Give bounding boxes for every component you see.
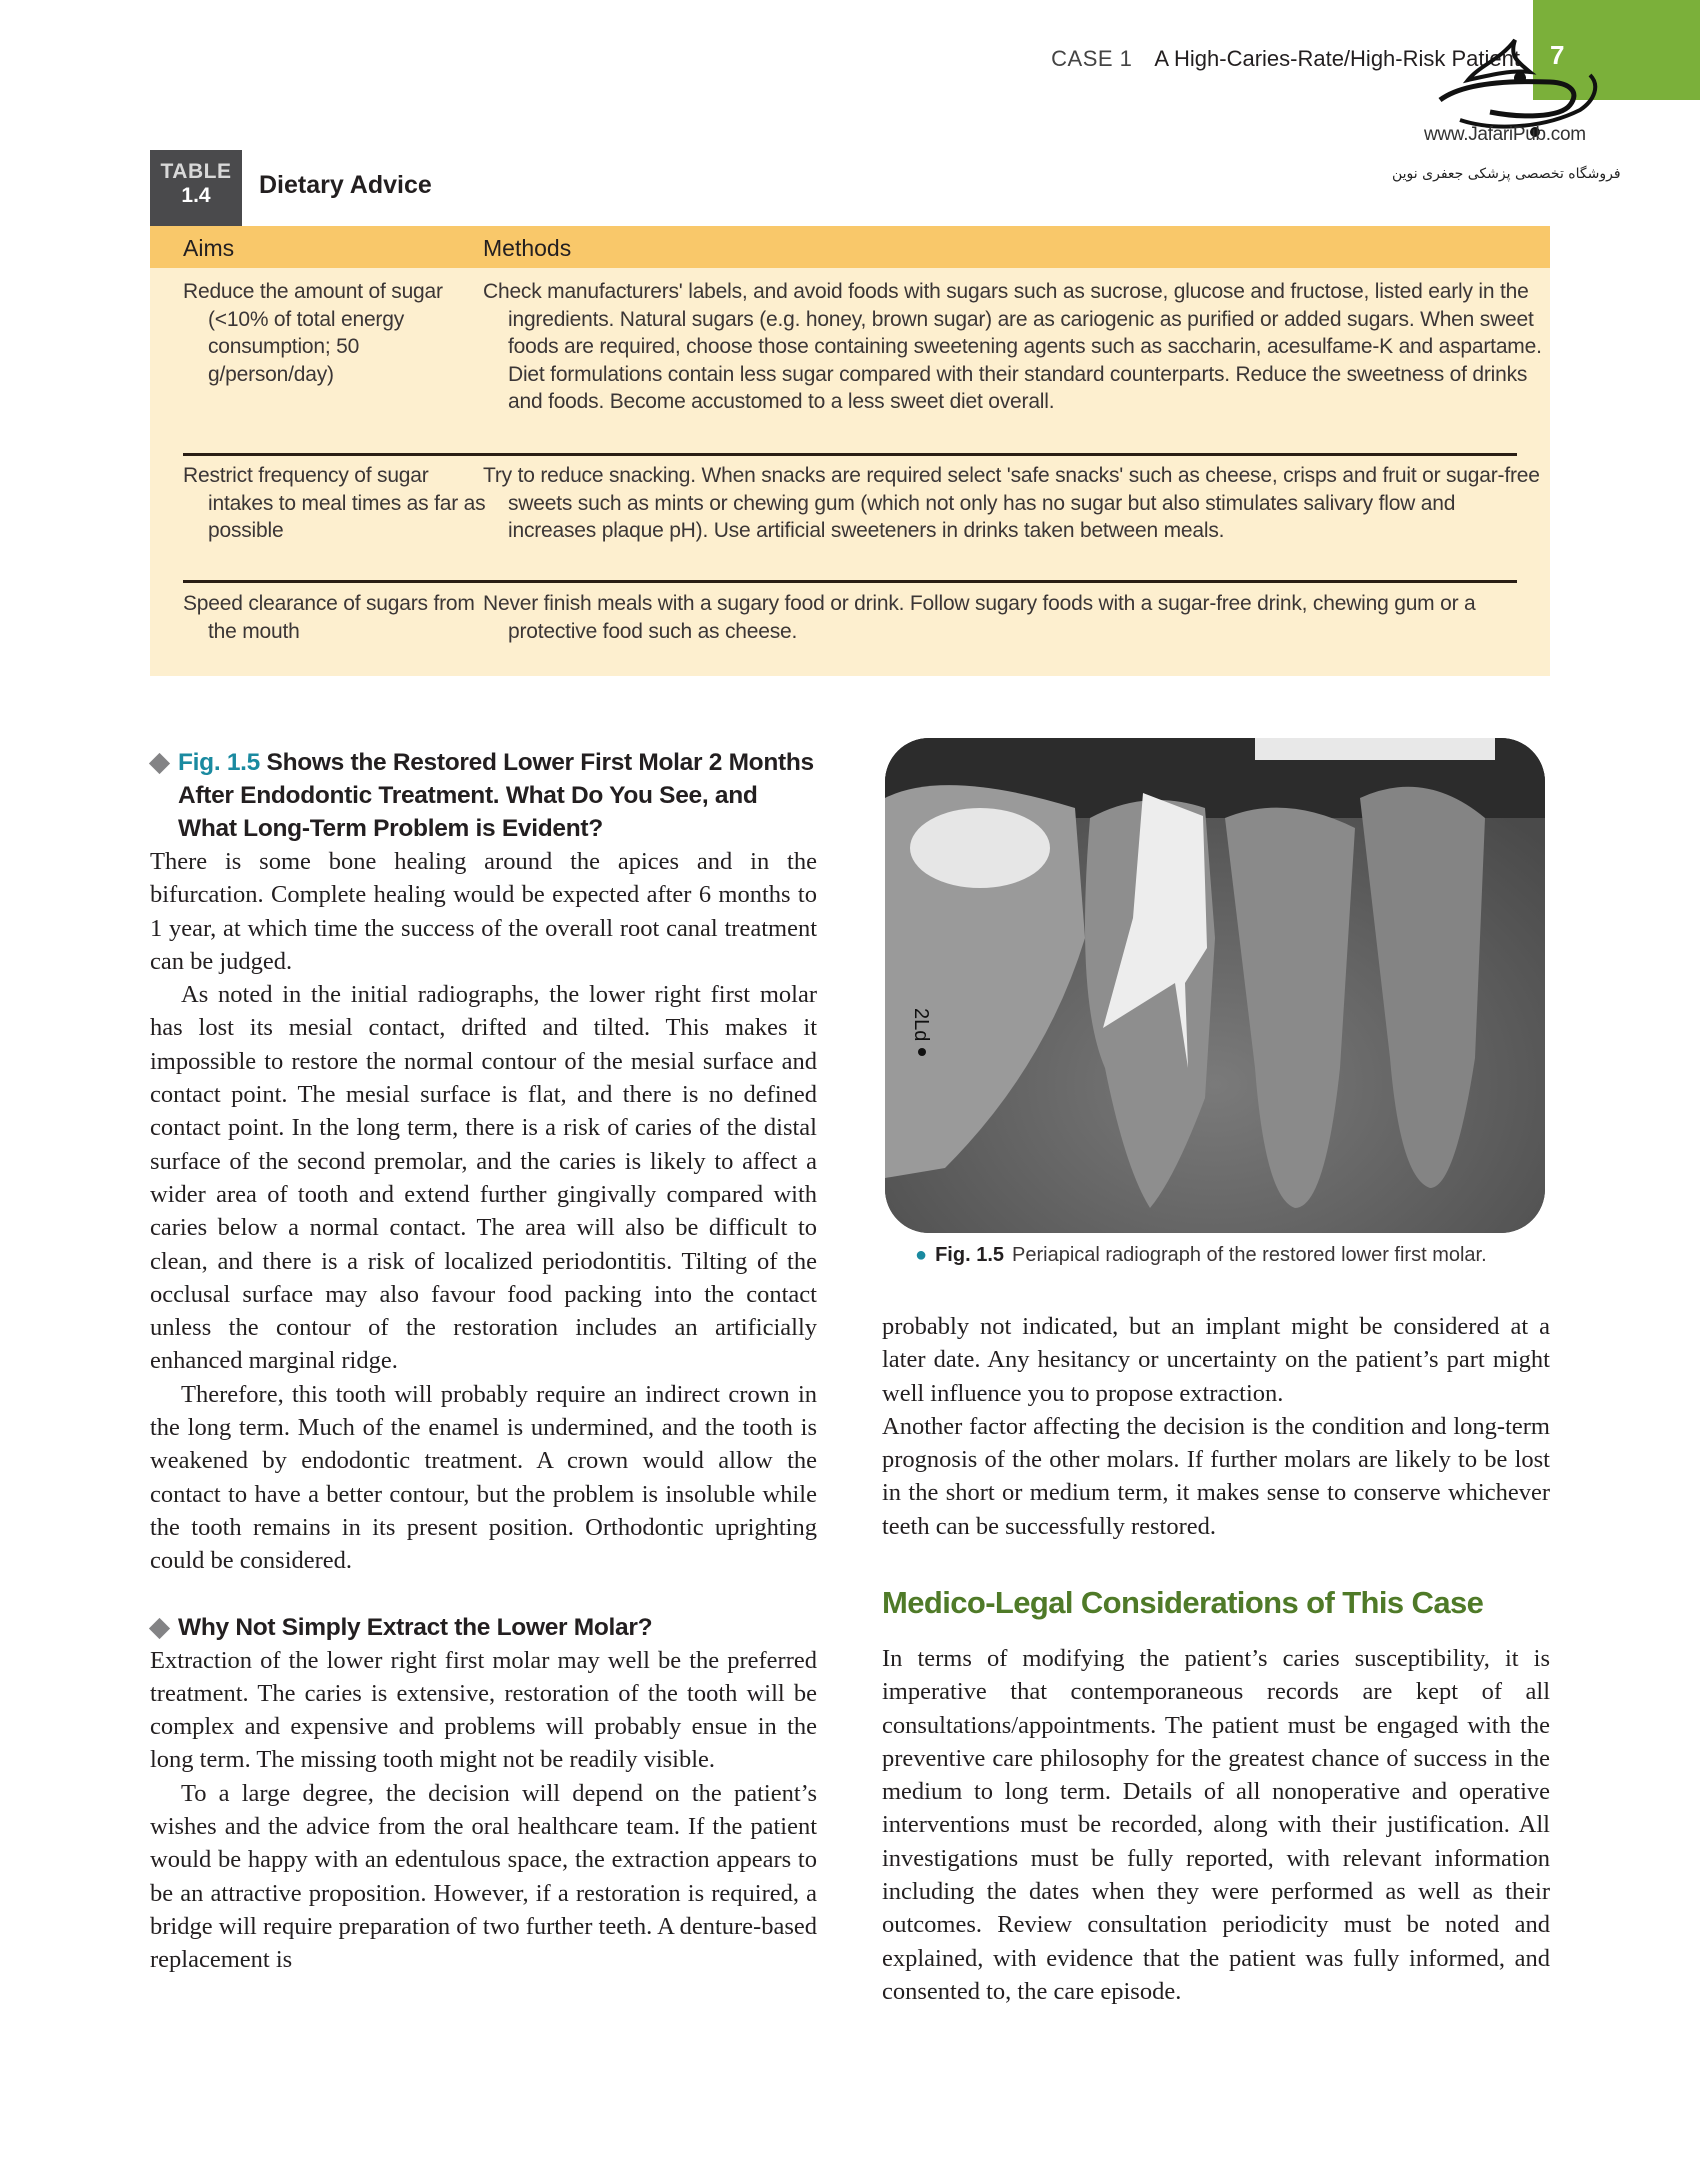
- left-column: [150, 746, 817, 1977]
- body-paragraph: Another factor affecting the decision is the condition and long-term prognosis of the other molars. If further molars are likely to be lost in the short or medium term, it makes sense to conserve whichever teeth can be successfully restored.: [882, 1412, 1550, 1540]
- radiograph-image: [885, 738, 1545, 1233]
- radiograph-marking: 2Ld: [910, 1008, 932, 1042]
- table-header-row: [150, 226, 1550, 268]
- page-number: 7: [1550, 40, 1565, 70]
- table-cell-method: Check manufacturers' labels, and avoid foods with sugars such as sucrose, glucose and fructose, listed early in the ingredients. Natural sugars (e.g. honey, brown sugar) are as cariogenic as purified or added sugars. When sweet foods are required, choose those containing sweetening agents such as saccharin, acesulfame-K and aspartame. Diet formulations contain less sugar compared with their standard counterparts. Reduce the sweetness of drinks and foods. Become accustomed to a less sweet diet overall.: [483, 280, 1542, 413]
- row-divider: [183, 580, 1517, 583]
- column-header-aims: Aims: [183, 235, 235, 261]
- body-paragraph: There is some bone healing around the apices and in the bifurcation. Complete healing would be expected after 6 months to 1 year, at which time the success of the overall root canal treatment can be judged.: [150, 848, 817, 975]
- right-column-top: [882, 1310, 1550, 1543]
- body-paragraph: Therefore, this tooth will probably require an indirect crown in the long term. Much of the enamel is undermined, and the tooth is weakened by endodontic treatment. A crown would allow the contact to have a better contour, but the problem is insoluble while the tooth remains in its present position. Orthodontic uprighting could be considered.: [150, 1380, 817, 1575]
- section-heading: Medico-Legal Considerations of This Case: [882, 1585, 1484, 1620]
- dietary-advice-table: [150, 226, 1550, 676]
- table-cell-aim: Reduce the amount of sugar (<10% of total energy consumption; 50 g/person/day): [183, 280, 443, 386]
- table-row: [183, 278, 1542, 448]
- body-paragraph: In terms of modifying the patient’s caries susceptibility, it is imperative that contemporaneous records are kept of all consultations/appointments. The patient must be engaged with the preventive care philosophy for the greatest chance of success in the medium to long term. Details of all nonoperative and operative interventions must be recorded, along with their justification. All investigations must be fully reported, with relevant information including the dates when they were performed as well as their outcomes. Review consultation periodicity must be noted and explained, with evidence that the patient was fully informed, and consented to, the care episode.: [882, 1645, 1550, 2005]
- table-row: [183, 462, 1540, 572]
- body-paragraph: probably not indicated, but an implant might be considered at a later date. Any hesitancy or uncertainty on the patient’s part might well influence you to propose extraction.: [882, 1313, 1550, 1407]
- case-label: CASE 1: [1051, 46, 1133, 71]
- row-divider: [183, 453, 1517, 456]
- watermark-url: www.JafariPub.com: [1424, 124, 1586, 145]
- question-heading: [150, 1611, 817, 1644]
- caption-label: Fig. 1.5: [935, 1244, 1004, 1266]
- body-paragraph: As noted in the initial radiographs, the lower right first molar has lost its mesial contact, drifted and tilted. This makes it impossible to restore the normal contour of the mesial surface and contact point. The mesial surface is flat, and there is no defined contact point. In the long term, there is a risk of caries of the distal surface of the second premolar, and the caries is likely to affect a wider area of tooth and extend further gingivally compared with caries below a normal contact. The area will also be difficult to clean, and there is a risk of localized periodontitis. Tilting of the occlusal surface may also favour food packing into the contact unless the contour of the restoration includes an artificially enhanced marginal ridge.: [150, 981, 817, 1375]
- table-cell-method: Never finish meals with a sugary food or drink. Follow sugary foods with a sugar-free drink, chewing gum or a protective food such as cheese.: [483, 592, 1476, 643]
- question-heading: [150, 746, 817, 845]
- question-text: Why Not Simply Extract the Lower Molar?: [178, 1613, 653, 1641]
- figure-caption: [915, 1244, 1487, 1267]
- diamond-bullet-icon: [149, 1617, 170, 1638]
- radiograph-illustration: [885, 738, 1545, 1233]
- question-text: Shows the Restored Lower First Molar 2 Months After Endodontic Treatment. What Do You See, and What Long-Term Problem is Evident?: [178, 749, 814, 842]
- table-row: [183, 590, 1517, 650]
- table-cell-method: Try to reduce snacking. When snacks are required select 'safe snacks' such as cheese, crisps and fruit or sugar-free sweets such as mints or chewing gum (which not only has no sugar but also stimulates salivary flow and increases plaque pH). Use artificial sweeteners in drinks taken between meals.: [483, 464, 1540, 542]
- diamond-bullet-icon: [149, 753, 170, 774]
- column-header-methods: Methods: [483, 235, 572, 261]
- table-title: Dietary Advice: [259, 171, 432, 199]
- table-badge: [150, 150, 242, 226]
- right-column-bottom: [882, 1642, 1550, 2008]
- table-badge-word: TABLE: [160, 160, 232, 183]
- body-paragraph: To a large degree, the decision will depend on the patient’s wishes and the advice from the oral healthcare team. If the patient would be happy with an edentulous space, the extraction appears to be an attractive proposition. However, if a restoration is required, a bridge will require preparation of two further teeth. A denture-based replacement is: [150, 1779, 817, 1974]
- figure-reference-link[interactable]: Fig. 1.5: [178, 749, 261, 776]
- table-cell-aim: Restrict frequency of sugar intakes to meal times as far as possible: [183, 464, 486, 542]
- body-paragraph: Extraction of the lower right first molar may well be the preferred treatment. The caries is extensive, restoration of the tooth will be complex and expensive and problems will probably ensue in the long term. The missing tooth might not be readily visible.: [150, 1646, 817, 1774]
- case-title: A High-Caries-Rate/High-Risk Patient: [1154, 46, 1520, 71]
- watermark-text: فروشگاه تخصصی پزشکی جعفری نوین: [1392, 166, 1621, 182]
- caption-text: Periapical radiograph of the restored lower first molar.: [1012, 1244, 1487, 1266]
- table-badge-number: 1.4: [181, 184, 211, 207]
- table-cell-aim: Speed clearance of sugars from the mouth: [183, 592, 475, 643]
- caption-bullet-icon: ●: [915, 1244, 928, 1266]
